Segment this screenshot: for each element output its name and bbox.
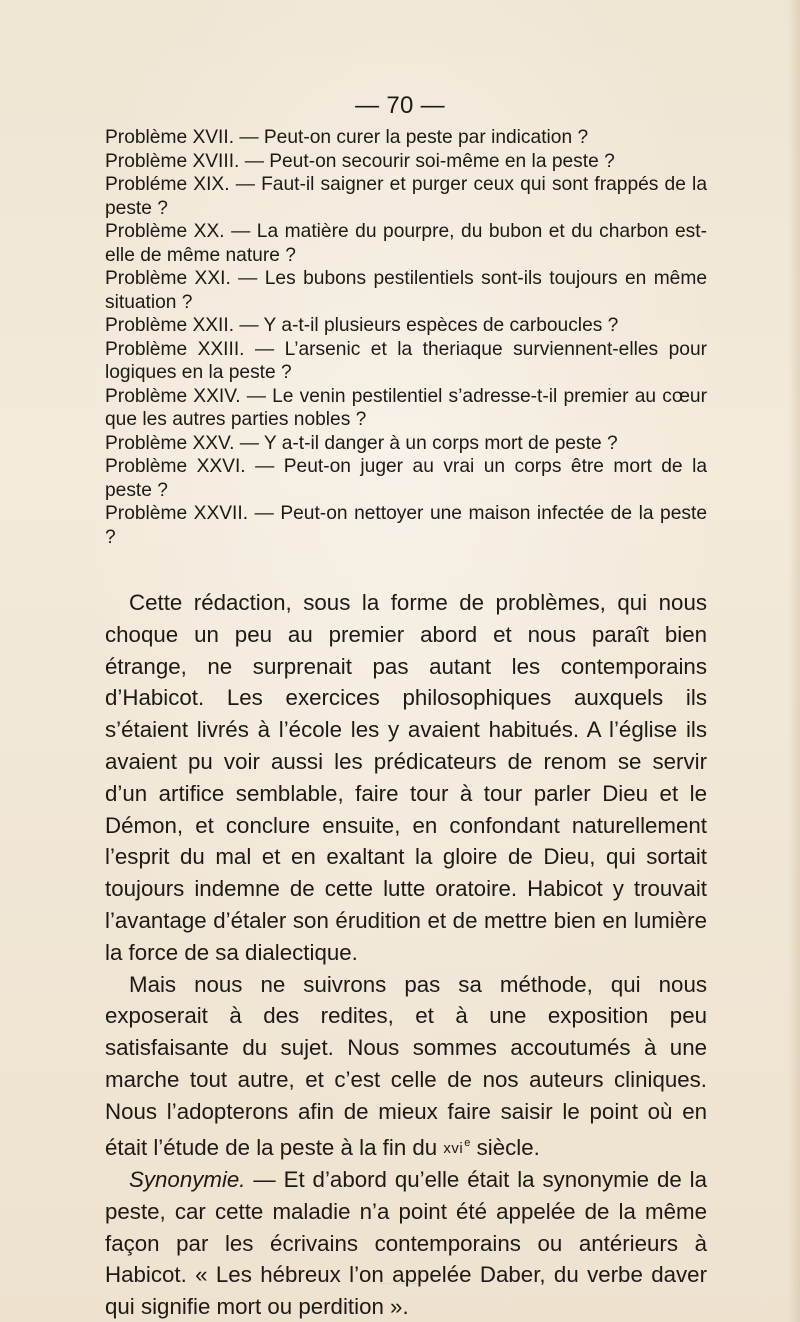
problem-item: Problème XX. — La matière du pourpre, du bubon et du charbon est-elle de même nature ? — [105, 221, 707, 266]
page-mark — [380, 1283, 420, 1285]
problem-item: Problème XXII. — Y a-t-il plusieurs espèces de carboucles ? — [105, 315, 619, 336]
problem-item: Problème XXIV. — Le venin pestilentiel s’adresse-t-il premier au cœur que les autres parties nobles ? — [105, 385, 707, 430]
page-edge-shadow — [788, 0, 800, 1322]
century-roman: xvi — [443, 1139, 464, 1157]
paragraph-methode-end: siècle. — [476, 1134, 540, 1160]
paragraph-methode — [105, 969, 707, 1165]
paragraph-redaction: Cette rédaction, sous la forme de problèmes, qui nous choque un peu au premier abord et nous paraît bien étrange, ne surprenait pas autant les contemporains d’Habicot. Les exercices philosophiques auxquels ils s’étaient livrés à l’école les y avaient habitués. A l’église ils avaient pu voir aussi les prédicateurs de renom se servir d’un artifice semblable, faire tour à tour parler Dieu et le Démon, et conclure ensuite, en confondant naturellement l’esprit du mal et en exaltant la gloire de Dieu, qui sortait toujours indemne de cette lutte oratoire. Habicot y trouvait l’avantage d’étaler son érudition et de mettre bien en lumière la force de sa dialectique. — [105, 590, 707, 965]
paragraph-synonymie-text: — Et d’abord qu’elle était la synonymie de la peste, car cette maladie n’a point été appelée de la même façon par les écrivains contemporains ou antérieurs à Habicot. « Les hébreux l’on appelée Daber, du verbe daver qui signifie mort ou perdition ». — [105, 1167, 707, 1320]
paragraph-synonymie — [105, 1164, 707, 1322]
problem-list — [105, 126, 707, 549]
paragraph-methode-text: Mais nous ne suivrons pas sa méthode, qui nous exposerait à des redites, et à une exposition peu satisfaisante du sujet. Nous sommes accoutumés à une marche tout autre, et c’est celle de nos auteurs cliniques. Nous l’adopterons afin de mieux faire saisir le point où en était l’étude de la peste à la fin du — [105, 971, 707, 1160]
problem-item: Problème XVII. — Peut-on curer la peste par indication ? — [105, 127, 589, 148]
synonymie-heading: Synonymie. — [129, 1167, 246, 1193]
problem-item: Problème XXIII. — L’arsenic et la theriaque surviennent-elles pour logiques en la peste ? — [105, 338, 707, 383]
problem-item: Problème XXVII. — Peut-on nettoyer une maison infectée de la peste ? — [105, 503, 707, 548]
problem-item: Problème XXV. — Y a-t-il danger à un corps mort de peste ? — [105, 432, 618, 454]
body-text — [105, 587, 707, 1322]
century-superscript: e — [464, 1136, 471, 1149]
problem-item: Probléme XIX. — Faut-il saigner et purger ceux qui sont frappés de la peste ? — [105, 174, 707, 219]
problem-item: Problème XVIII. — Peut-on secourir soi-même en la peste ? — [105, 150, 615, 172]
problem-item: Problème XXI. — Les bubons pestilentiels sont-ils toujours en même situation ? — [105, 268, 707, 313]
problem-item: Problème XXVI. — Peut-on juger au vrai un corps être mort de la peste ? — [105, 456, 707, 501]
page-number: — 70 — — [355, 92, 445, 119]
